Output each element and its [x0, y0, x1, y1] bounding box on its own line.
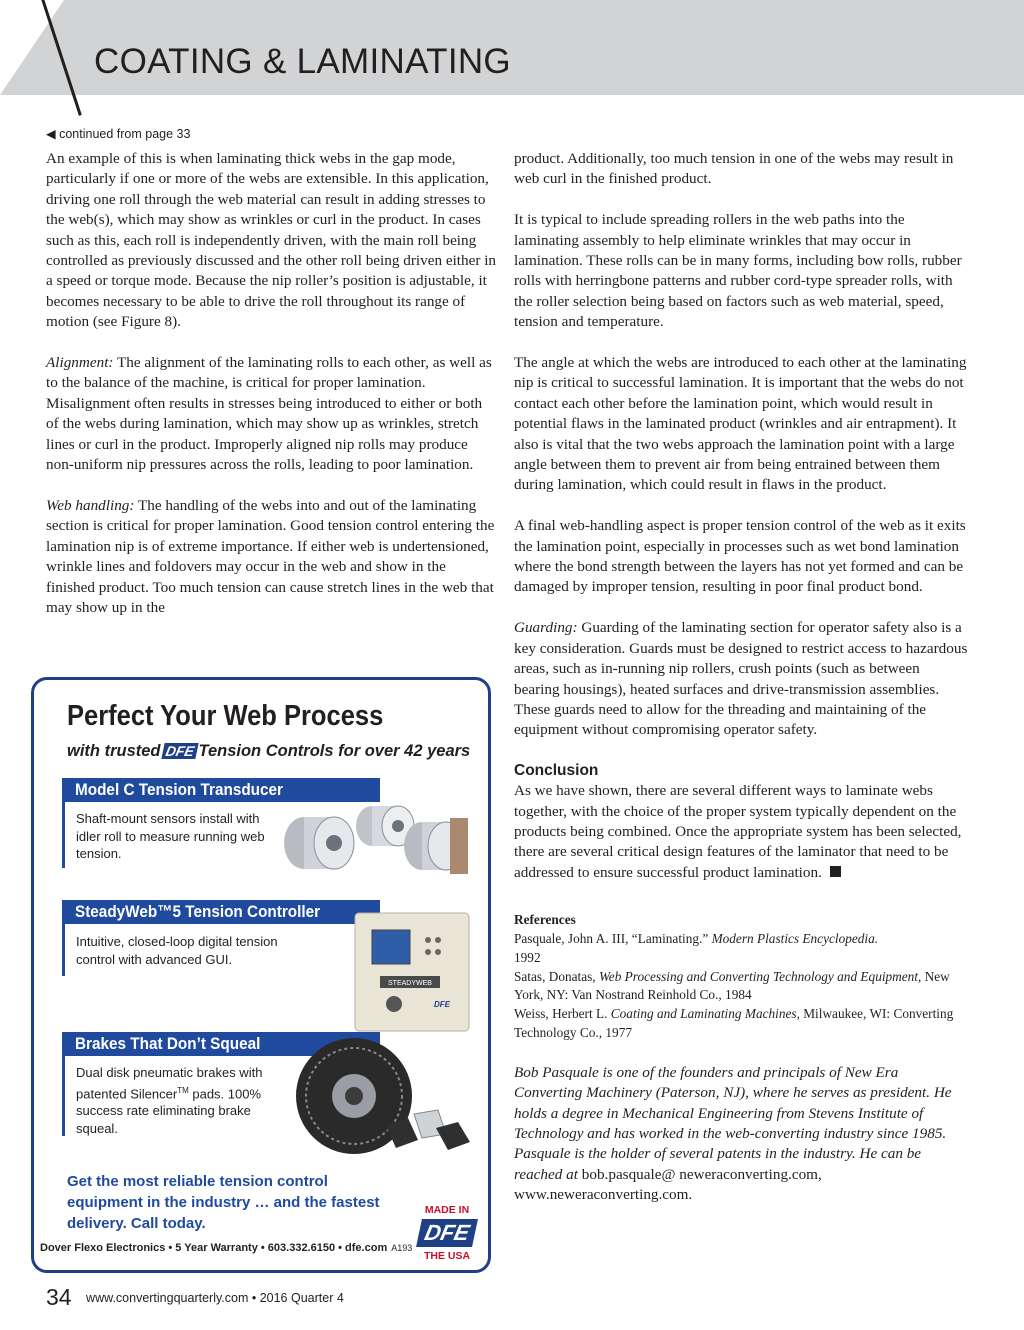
- advertisement[interactable]: [31, 677, 491, 1273]
- conclusion-text: As we have shown, there are several different ways to laminate webs together, with the choice of the proper system typically dependent on the products being combined. Once the appropriate system has been selected, there are several critical design features of the laminator that need to be addressed to ensure successful product lamination.: [514, 782, 962, 881]
- paragraph: An example of this is when laminating thick webs in the gap mode, particularly if one or more of the webs are extensible. In this application, driving one roll through the web material can result in adding stresses to the web(s), which may show as wrinkles or curl in the product. In cases such as this, each roll is independently driven, with the main roll being controlled as previously discussed and the other roll being driven either in a speed or torque mode. Because the nip roller’s position is adjustable, it becomes necessary to be able to drive the roll throughout its range of motion (see Figure 8).: [46, 150, 497, 331]
- ref-year: 1992: [514, 949, 541, 965]
- section-bar: [62, 802, 65, 868]
- author-bio: [514, 1063, 968, 1206]
- continued-note: ◀ continued from page 33: [46, 127, 191, 141]
- brake-image: [286, 1036, 486, 1176]
- end-mark: [830, 866, 841, 877]
- reference-item: [514, 930, 968, 968]
- transducer-right: [404, 818, 468, 874]
- ref-text: Pasquale, John A. III, “Laminating.”: [514, 930, 712, 946]
- the-usa-text: THE USA: [423, 1250, 471, 1262]
- ad-contact[interactable]: Dover Flexo Electronics • 5 Year Warranty • 603.332.6150 • dfe.com: [40, 1242, 388, 1254]
- brakes-desc-a: Dual disk pneumatic brakes with patented Silencer: [76, 1065, 263, 1101]
- ref-title: Coating and Laminating Machines: [610, 1006, 797, 1022]
- page-number: 34: [46, 1284, 72, 1310]
- paragraph: A final web-handling aspect is proper tension control of the web as it exits the lamination point, especially in processes such as wet bond lamination where the bond strength between the layers has not yet formed and can be damaged by improper tension, resulting in poor final product bond.: [514, 517, 966, 596]
- ad-call-to-action: Get the most reliable tension control equipment in the industry … and the fastest delivery. Call today.: [67, 1173, 380, 1232]
- ad-desc-controller: Intuitive, closed-loop digital tension control with advanced GUI.: [76, 934, 278, 967]
- paragraph: It is typical to include spreading rollers in the web paths into the laminating assembly to help eliminate wrinkles that may occur in lamination. These rolls can be in many forms, including bow rolls, rubber rolls with herringbone patterns and rubber cord-type spreader rolls, with the roller selection being based on factors such as web material, speed, tension and temperature.: [514, 211, 962, 331]
- footer-text: www.convertingquarterly.com • 2016 Quarter 4: [86, 1290, 344, 1305]
- tagline-post: Tension Controls for over 42 years: [198, 742, 471, 760]
- ref-title: Web Processing and Converting Technology and Equipment: [598, 968, 919, 984]
- reference-item: [514, 1005, 968, 1043]
- brakes-desc-b: pads. 100% success rate eliminating brake squeal.: [76, 1085, 262, 1136]
- ad-section-controller: [62, 900, 380, 924]
- ad-footer: [40, 1242, 412, 1254]
- paragraph: [514, 781, 968, 883]
- dfe-logo: DFE: [161, 743, 198, 759]
- subhead-guarding: Guarding:: [514, 619, 578, 637]
- right-column: [514, 149, 968, 1206]
- ref-text: , New York, NY: Van Nostrand Reinhold Co., 1984: [514, 968, 950, 1003]
- controller-brand: STEADYWEB: [388, 980, 432, 987]
- ad-tagline: [67, 742, 470, 761]
- ref-title: Modern Plastics Encyclopedia.: [711, 930, 879, 946]
- section-bar: [62, 1056, 65, 1136]
- section-title: Model C Tension Transducer: [75, 780, 284, 799]
- controller-logo: DFE: [434, 1000, 450, 1009]
- brake-hub-center: [345, 1087, 363, 1105]
- references-heading: References: [514, 912, 576, 928]
- paragraph: [46, 496, 498, 618]
- tagline-pre: with trusted: [67, 742, 161, 760]
- section-title: Brakes That Don’t Squeal: [75, 1034, 261, 1053]
- paragraph: [46, 353, 498, 475]
- header-wedge: [0, 0, 64, 95]
- paragraph: product. Additionally, too much tension in one of the webs may result in web curl in the finished product.: [514, 150, 954, 188]
- transducer-left: [284, 817, 354, 869]
- dfe-logo: DFE: [416, 1219, 478, 1247]
- ad-desc-transducer: Shaft-mount sensors install with idler roll to measure running web tension.: [76, 811, 265, 861]
- trademark: TM: [177, 1085, 189, 1095]
- subhead-web-handling: Web handling:: [46, 496, 135, 514]
- section-title: COATING & LAMINATING: [94, 42, 511, 81]
- controller-button: [425, 937, 431, 943]
- made-in-text: MADE IN: [424, 1204, 470, 1216]
- bio-text: Bob Pasquale is one of the founders and principals of New Era Converting Machinery (Paterson, NJ), where he serves as president. He holds a degree in Mechanical Engineering from Stevens Institute of Technology and has worked in the web-converting industry since 1985. Pasquale is the holder of several patents in the industry. He can be reached at: [514, 1063, 952, 1183]
- ad-headline: Perfect Your Web Process: [67, 700, 384, 732]
- ref-text: Satas, Donatas,: [514, 968, 599, 984]
- reference-item: [514, 968, 968, 1006]
- paragraph: The angle at which the webs are introduced to each other at the laminating nip is critical to successful lamination. It is important that the webs do not contact each other before the lamination point, which would result in potential flaws in the laminated product (wrinkles and air entrapment). It also is vital that the two webs approach the lamination point with a large angle between them to prevent air from being entrained between them during lamination, which could result in flaws in the product.: [514, 354, 967, 494]
- page-header: [0, 0, 1024, 95]
- controller-image: [352, 910, 474, 1036]
- controller-screen: [372, 930, 410, 964]
- paragraph-text: The alignment of the laminating rolls to each other, as well as to the balance of the machine, is critical for proper lamination. Misalignment often results in stresses being introduced to either or both of the webs during lamination, which may show up as wrinkles, stretch lines or curl in the product. Improperly aligned nip rolls may produce non-uniform nip pressures across the rolls, leading to poor lamination.: [46, 354, 492, 474]
- controller-button: [435, 937, 441, 943]
- transducer-image: [272, 798, 472, 878]
- section-bar: [62, 924, 65, 976]
- page-footer: [46, 1284, 344, 1311]
- controller-button: [425, 949, 431, 955]
- ad-code: A193: [391, 1243, 413, 1253]
- paragraph: [514, 618, 968, 740]
- ref-text: Weiss, Herbert L.: [514, 1006, 611, 1022]
- controller-knob: [386, 996, 402, 1012]
- references: [514, 911, 968, 1043]
- ad-desc-brakes: [76, 1064, 266, 1137]
- section-title: SteadyWeb™5 Tension Controller: [75, 902, 321, 921]
- conclusion-heading: Conclusion: [514, 762, 599, 780]
- controller-button: [435, 949, 441, 955]
- made-in-usa-badge: [408, 1204, 486, 1262]
- subhead-alignment: Alignment:: [46, 354, 114, 372]
- paragraph-text: Guarding of the laminating section for operator safety also is a key consideration. Guards must be designed to restrict access to hazardous areas, such as in-running nip rollers, crush points (such as between bearing housings), heated surfaces and drive-transmission assemblies. These guards need to allow for the threading and maintaining of the equipment without compromising operator safety.: [514, 619, 968, 739]
- paragraph-text: The handling of the webs into and out of the laminating section is critical for proper lamination. Good tension control entering the lamination nip is of extreme importance. If either web is undertensioned, wrinkle lines and foldovers may occur in the web and show in the finished product. Too much tension can cause stretch lines in the web that may show up in the: [46, 496, 495, 616]
- bio-contact[interactable]: bob.pasquale@ neweraconverting.com, www.neweraconverting.com.: [514, 1165, 822, 1204]
- ref-text: , Milwaukee, WI: Converting Technology Co., 1977: [514, 1006, 954, 1040]
- left-column: [46, 149, 498, 639]
